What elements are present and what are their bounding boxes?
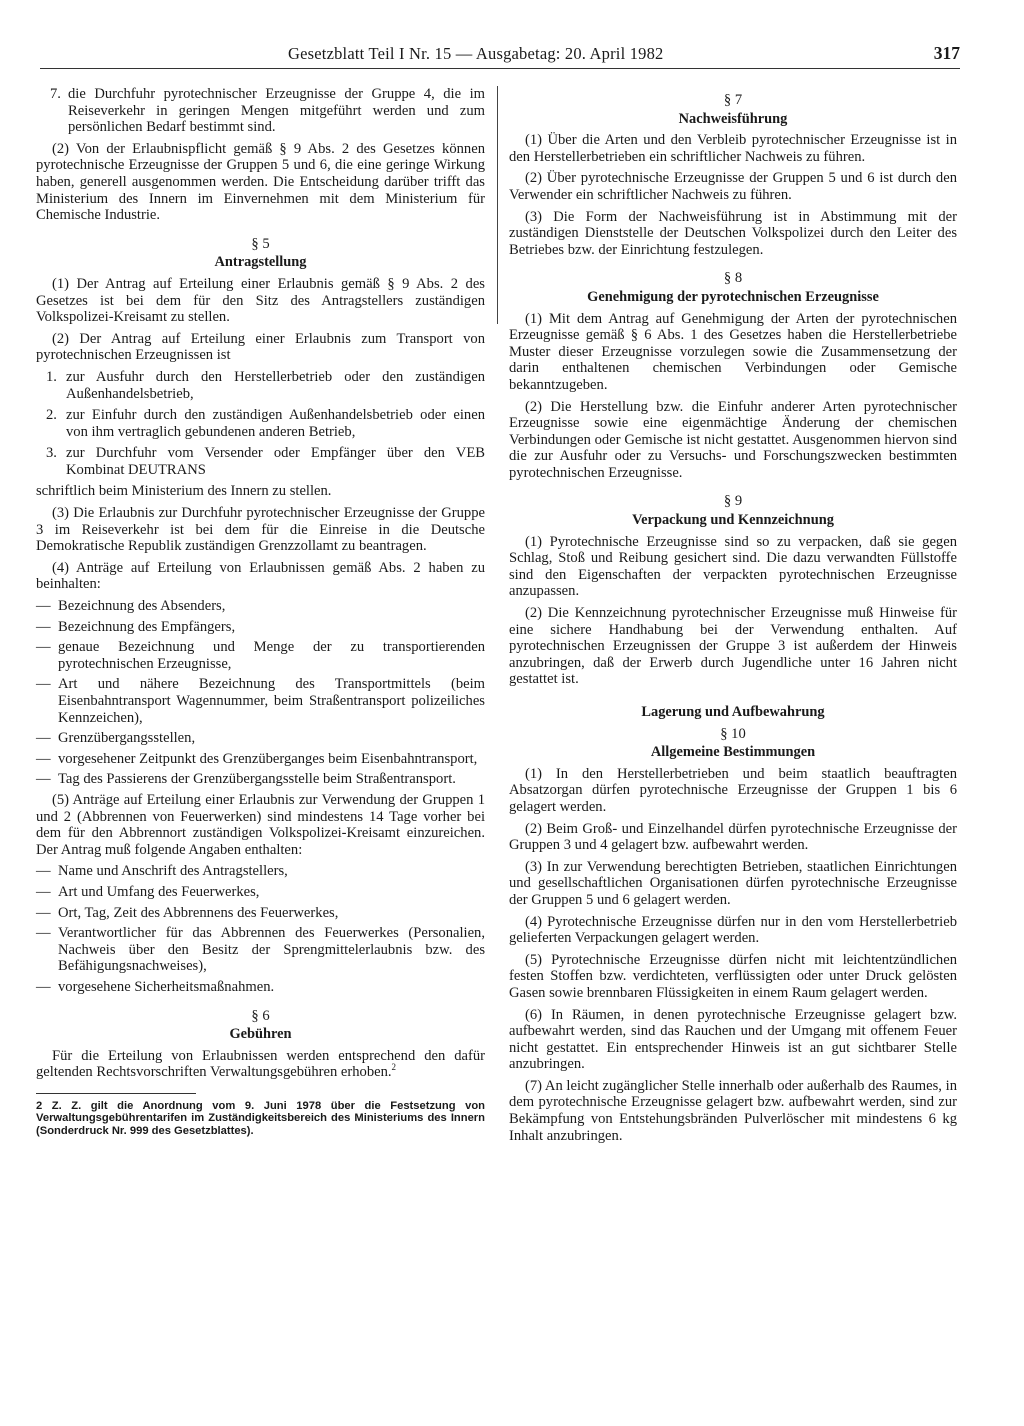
paragraph: (1) Der Antrag auf Erteilung einer Erlaubnis gemäß § 9 Abs. 2 des Gesetzes ist bei dem für den Sitz des Antragstellers zuständigen Volkspolizei-Kreisamt zu stellen. xyxy=(36,275,485,326)
section-title: Nachweisführung xyxy=(678,110,788,127)
dash-mark: — xyxy=(36,750,51,767)
list-item-text: zur Einfuhr durch den zuständigen Außenhandelsbetrieb oder einen von ihm vertraglich gebundenen anderen Betrieb, xyxy=(66,407,485,440)
paragraph: (1) In den Herstellerbetrieben und beim staatlich beauftragten Absatzorgan dürfen pyrotechnische Erzeugnisse der Gruppen 1 bis 6 gelagert werden. xyxy=(509,765,957,815)
dash-item xyxy=(36,598,485,615)
dash-item xyxy=(36,884,485,901)
footnote-rule xyxy=(36,1093,196,1094)
dash-item-text: Grenzübergangsstellen, xyxy=(58,730,196,747)
dash-mark: — xyxy=(36,904,51,921)
list-item-number: 3. xyxy=(46,445,57,462)
dash-mark: — xyxy=(36,618,51,635)
list-item-number: 1. xyxy=(46,368,57,385)
part-title: Lagerung und Aufbewahrung xyxy=(641,704,825,720)
section-number: § 7 xyxy=(723,92,743,108)
list-item-number: 7. xyxy=(50,86,61,102)
page-number: 317 xyxy=(933,43,960,63)
dash-item-text: Verantwortlicher für das Abbrennen des Feuerwerkes (Personalien, Nachweis über den Besitz der Sprengmittelerlaubnis bzw. des Befähigungsnachweises), xyxy=(58,925,485,975)
list-item-text: die Durchfuhr pyrotechnischer Erzeugnisse der Gruppe 4, die im Reiseverkehr in geringen Mengen mitgeführt werden und zum persönlichen Bedarf bestimmt sind. xyxy=(68,86,485,136)
dash-item xyxy=(36,619,485,636)
dash-item xyxy=(36,639,485,672)
page-header xyxy=(40,44,960,70)
paragraph: (2) Die Kennzeichnung pyrotechnischer Erzeugnisse muß Hinweise für eine sichere Handhabung bei der Verwendung enthalten. Auf pyrotechnischen Erzeugnissen der Gruppe 3 ist außerdem der Hinweis anzubringen, daß der Erwerb durch Jugendliche unter 16 Jahren nicht gestattet ist. xyxy=(509,605,957,688)
section-title: Allgemeine Bestimmungen xyxy=(650,744,816,761)
paragraph xyxy=(36,1048,485,1081)
section-title: Genehmigung der pyrotechnischen Erzeugnisse xyxy=(587,288,879,305)
list-item-text: zur Ausfuhr durch den Herstellerbetrieb oder den zuständigen Außenhandelsbetrieb, xyxy=(66,368,485,402)
dash-item xyxy=(36,905,485,922)
dash-mark: — xyxy=(36,598,51,615)
paragraph: (3) Die Form der Nachweisführung ist in Abstimmung mit der zuständigen Dienststelle der Deutschen Volkspolizei durch den Leiter des Betriebes bzw. der Einrichtung festzulegen. xyxy=(509,208,957,258)
dash-item-text: vorgesehene Sicherheitsmaßnahmen. xyxy=(58,978,275,995)
dash-item xyxy=(36,771,485,788)
dash-mark: — xyxy=(36,883,51,900)
dash-item-text: Art und Umfang des Feuerwerkes, xyxy=(58,883,260,900)
dash-item xyxy=(36,979,485,996)
section-title: Antragstellung xyxy=(214,254,307,271)
dash-item-text: vorgesehener Zeitpunkt des Grenzüberganges beim Eisenbahntransport, xyxy=(58,750,478,767)
footnote-ref: 2 xyxy=(391,1062,397,1073)
paragraph: (1) Mit dem Antrag auf Genehmigung der Arten der pyrotechnischen Erzeugnisse gemäß § 6 Abs. 1 des Gesetzes haben die Herstellerbetriebe Muster dieser Erzeugnisse vorzulegen sowie die Zusammensetzung der darin enthaltenen chemischen Verbindungen oder Gemische bekanntzugeben. xyxy=(509,310,957,393)
dash-mark: — xyxy=(36,639,51,656)
dash-item xyxy=(36,676,485,726)
section-number: § 9 xyxy=(723,493,743,510)
paragraph: (5) Pyrotechnische Erzeugnisse dürfen nicht mit leichtentzündlichen festen Stoffen bzw. verdichteten, verflüssigten oder unter Druck gelösten Gasen sowie brennbaren Flüssigkeiten in einem Raum gelagert werden. xyxy=(509,951,957,1001)
dash-item-text: Name und Anschrift des Antragstellers, xyxy=(58,863,288,880)
paragraph: (2) Über pyrotechnische Erzeugnisse der Gruppen 5 und 6 ist durch den Verwender ein schriftlicher Nachweis zu führen. xyxy=(509,170,957,203)
dash-item-text: Art und nähere Bezeichnung des Transportmittels (beim Eisenbahntransport Wagennummer, beim Straßentransport polizeiliches Kennzeichen), xyxy=(58,676,485,726)
list-item-text: zur Durchfuhr vom Versender oder Empfänger über den VEB Kombinat DEUTRANS xyxy=(66,445,485,478)
dash-item-text: Tag des Passierens der Grenzübergangsstelle beim Straßentransport. xyxy=(58,771,456,788)
dash-mark: — xyxy=(36,978,51,995)
section-title: Gebühren xyxy=(229,1026,292,1043)
list-item xyxy=(36,445,485,478)
right-column xyxy=(509,86,957,1149)
section-number: § 6 xyxy=(251,1007,270,1024)
dash-mark: — xyxy=(36,771,51,788)
paragraph: (4) Anträge auf Erteilung von Erlaubnissen gemäß Abs. 2 haben zu beinhalten: xyxy=(36,559,485,593)
footnote: 2 Z. Z. gilt die Anordnung vom 9. Juni 1978 über die Festsetzung von Verwaltungsgebührentarifen im Zuständigkeitsbereich des Ministeriums des Innern (Sonderdruck Nr. 999 des Gesetzblattes). xyxy=(36,1099,485,1137)
left-column xyxy=(36,86,485,1137)
list-item xyxy=(36,369,485,402)
paragraph: (2) Der Antrag auf Erteilung einer Erlaubnis zum Transport von pyrotechnischen Erzeugnissen ist xyxy=(36,330,485,364)
list-item-number: 2. xyxy=(46,407,57,424)
dash-item xyxy=(36,925,485,975)
dash-item-text: Ort, Tag, Zeit des Abbrennens des Feuerwerkes, xyxy=(58,904,339,921)
section-number: § 10 xyxy=(720,725,746,742)
paragraph: (2) Die Herstellung bzw. die Einfuhr anderer Arten pyrotechnischer Erzeugnisse sowie eine eigenmächtige Änderung der chemischen Verbindungen oder Gemische ist nicht gestattet. Ausgenommen hiervon sind die zur Ausfuhr oder zu Versuchs- und Forschungszwecken bestimmten pyrotechnischen Erzeugnisse. xyxy=(509,398,957,481)
list-item xyxy=(36,407,485,440)
list-item xyxy=(36,86,485,136)
paragraph: (5) Anträge auf Erteilung einer Erlaubnis zur Verwendung der Gruppen 1 und 2 (Abbrennen von Feuerwerken) sind mindestens 14 Tage vorher bei dem für den Abbrennort zuständigen Volkspolizei-Kreisamt einzureichen. Der Antrag muß folgende Angaben enthalten: xyxy=(36,791,485,858)
section-number: § 5 xyxy=(251,235,270,252)
dash-item-text: Bezeichnung des Empfängers, xyxy=(58,618,236,635)
paragraph: schriftlich beim Ministerium des Innern zu stellen. xyxy=(36,483,332,500)
dash-mark: — xyxy=(36,676,51,693)
paragraph: (6) In Räumen, in denen pyrotechnische Erzeugnisse gelagert bzw. aufbewahrt werden, sind das Rauchen und der Umgang mit offenem Feuer nicht gestattet. Ein entsprechender Hinweis ist an gut sichtbarer Stelle anzubringen. xyxy=(509,1006,957,1073)
dash-item-text: Bezeichnung des Absenders, xyxy=(58,598,226,615)
paragraph: (3) Die Erlaubnis zur Durchfuhr pyrotechnischer Erzeugnisse der Gruppe 3 im Reiseverkehr ist bei dem für die Einreise in die Deutsche Demokratische Republik zuständigen Grenzzollamt zu beantragen. xyxy=(36,505,485,555)
dash-item xyxy=(36,730,485,747)
dash-mark: — xyxy=(36,925,51,942)
paragraph: (4) Pyrotechnische Erzeugnisse dürfen nur in den vom Herstellerbetrieb gelieferten Verpackungen gelagert werden. xyxy=(509,913,957,947)
section-number: § 8 xyxy=(723,270,743,287)
paragraph: (7) An leicht zugänglicher Stelle innerhalb oder außerhalb des Raumes, in dem pyrotechnische Erzeugnisse gelagert bzw. aufbewahrt werden, sind zur Bekämpfung von Entstehungsbränden Pulverlöscher mit mindestens 6 kg Inhalt anzubringen. xyxy=(509,1077,957,1144)
section-title: Verpackung und Kennzeichnung xyxy=(632,512,834,529)
header-title: Gesetzblatt Teil I Nr. 15 — Ausgabetag: 20. April 1982 xyxy=(288,44,664,63)
paragraph: (2) Von der Erlaubnispflicht gemäß § 9 Abs. 2 des Gesetzes können pyrotechnische Erzeugnisse der Gruppen 5 und 6, die eine geringe Wirkung haben, generell ausgenommen werden. Die Entscheidung darüber trifft das Ministerium des Innern im Einvernehmen mit dem Ministerium für Chemische Industrie. xyxy=(36,140,485,224)
dash-mark: — xyxy=(36,863,51,880)
column-divider xyxy=(497,86,498,324)
dash-mark: — xyxy=(36,730,51,747)
dash-item-text: genaue Bezeichnung und Menge der zu transportierenden pyrotechnischen Erzeugnisse, xyxy=(58,639,485,672)
paragraph: (3) In zur Verwendung berechtigten Betrieben, staatlichen Einrichtungen und gesellschaftlichen Organisationen dürfen pyrotechnische Erzeugnisse der Gruppen 5 und 6 gelagert werden. xyxy=(509,858,957,908)
paragraph-text: Für die Erteilung von Erlaubnissen werden entsprechend den dafür geltenden Rechtsvorschriften Verwaltungsgebühren erhoben. xyxy=(36,1047,485,1081)
dash-item xyxy=(36,751,485,768)
dash-item xyxy=(36,863,485,880)
paragraph: (1) Über die Arten und den Verbleib pyrotechnischer Erzeugnisse ist in den Herstellerbetrieben ein schriftlicher Nachweis zu führen. xyxy=(509,132,957,165)
header-rule xyxy=(40,68,960,69)
paragraph: (2) Beim Groß- und Einzelhandel dürfen pyrotechnische Erzeugnisse der Gruppen 3 und 4 gelagert bzw. aufbewahrt werden. xyxy=(509,820,957,854)
paragraph: (1) Pyrotechnische Erzeugnisse sind so zu verpacken, daß sie gegen Schlag, Stoß und Reibung gesichert sind. Die dazu verwandten Füllstoffe sind den Eigenschaften der verpackten pyrotechnischen Erzeugnisse anzupassen. xyxy=(509,533,957,600)
